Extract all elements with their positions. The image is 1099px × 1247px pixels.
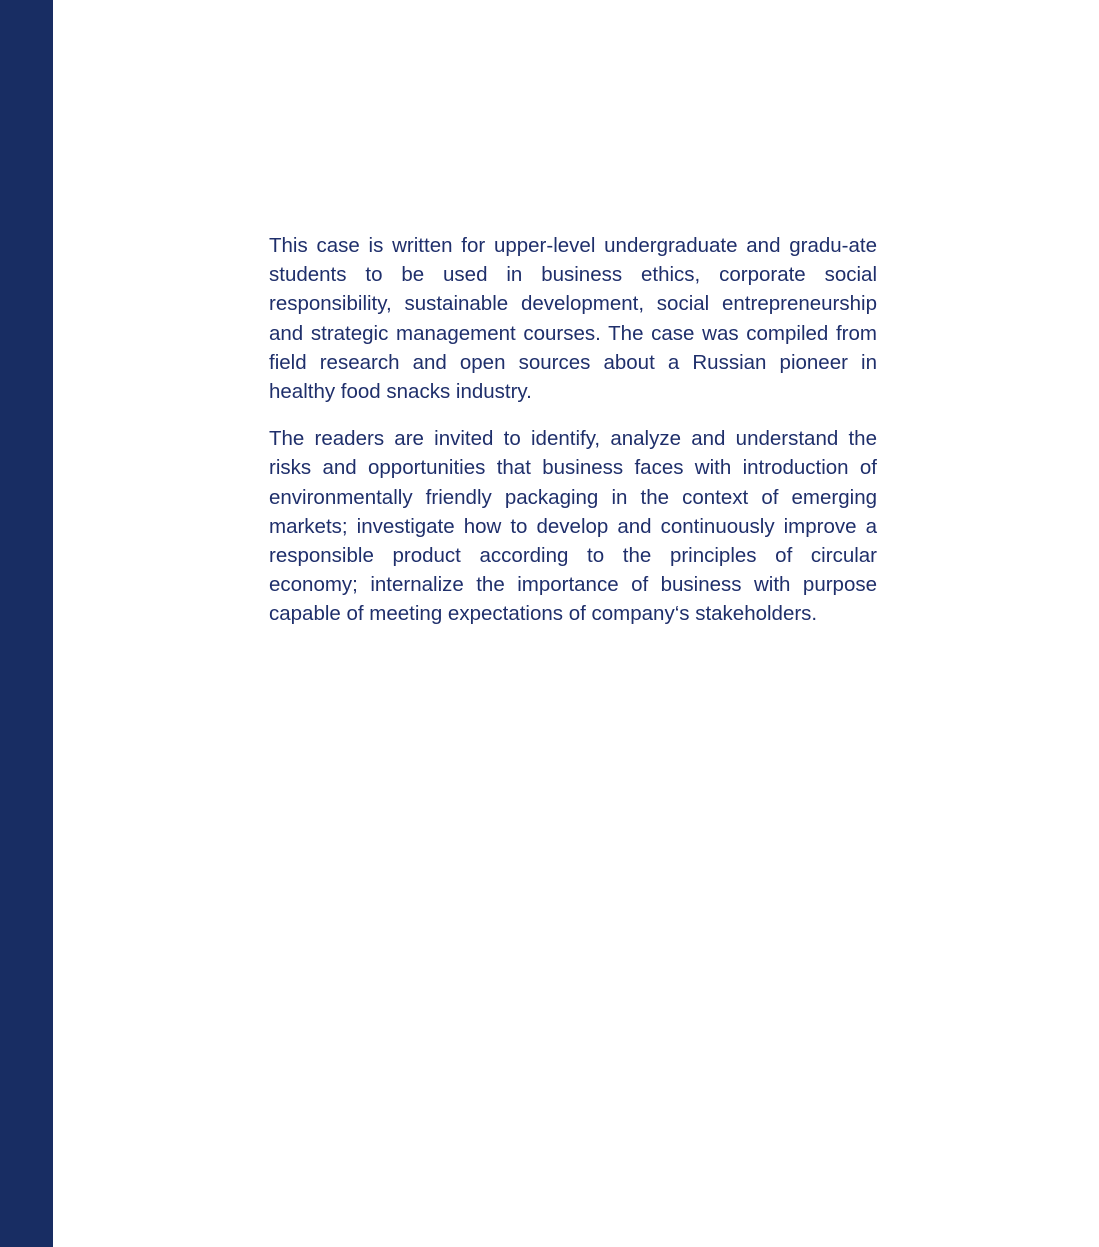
paragraph-purpose: This case is written for upper-level undergraduate and gradu-ate students to be used in business ethics, corporate social responsibility, sustainable development, social entrepreneurship and strategic management courses. The case was compiled from field research and open sources about a Russian pioneer in healthy food snacks industry. — [269, 234, 877, 404]
case-description — [269, 231, 877, 629]
side-color-band — [0, 0, 53, 1247]
paragraph-learning-objectives: The readers are invited to identify, analyze and understand the risks and opportunities that business faces with introduction of environmentally friendly packaging in the context of emerging markets; investigate how to develop and continuously improve a responsible product according to the principles of circular economy; internalize the importance of business with purpose capable of meeting expectations of company‘s stakeholders. — [269, 427, 877, 626]
